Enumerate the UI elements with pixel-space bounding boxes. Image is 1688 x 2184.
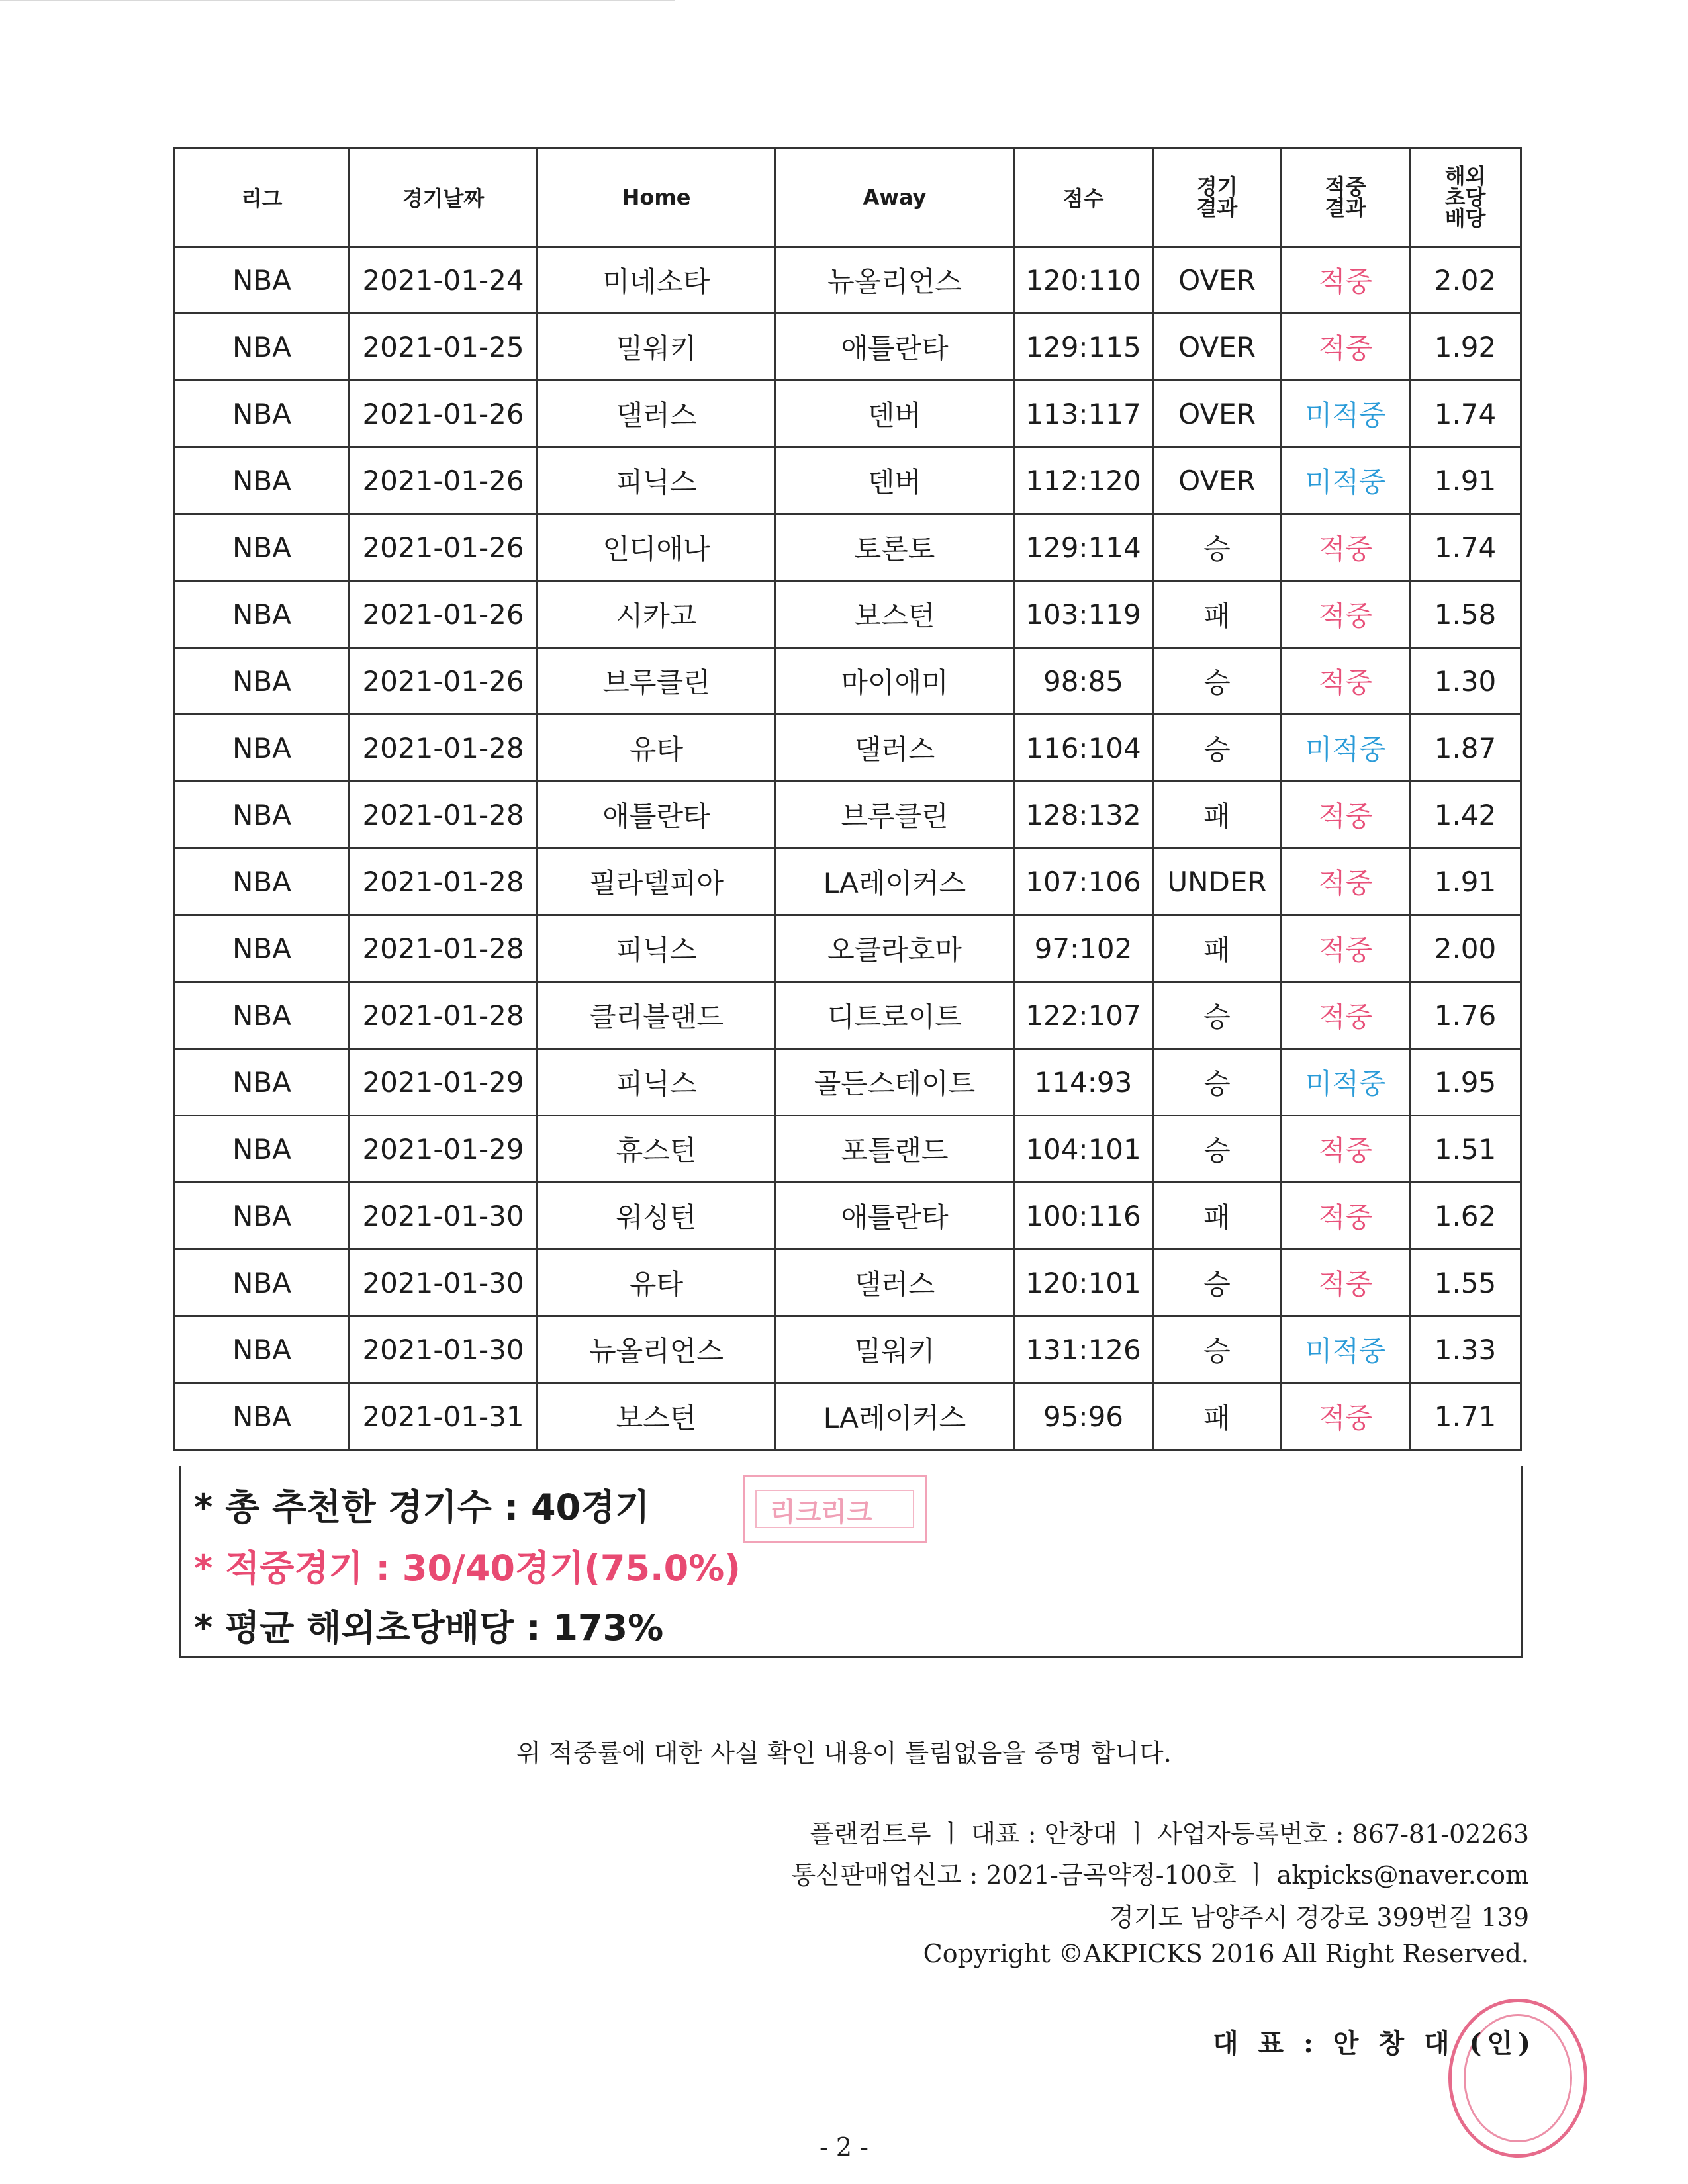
cell-odds: 1.30 [1410, 648, 1521, 715]
cell-away: 덴버 [776, 381, 1014, 447]
cell-home: 브루클린 [538, 648, 776, 715]
cell-score: 116:104 [1014, 715, 1153, 782]
cell-score: 129:115 [1014, 314, 1153, 381]
cell-date: 2021-01-26 [350, 581, 538, 648]
cell-away: 마이애미 [776, 648, 1014, 715]
table-row [175, 314, 1521, 381]
cell-result: OVER [1153, 447, 1282, 514]
cell-result: 승 [1153, 1049, 1282, 1116]
table-row [175, 648, 1521, 715]
cell-hit: 적중 [1282, 247, 1410, 314]
cell-result: 승 [1153, 648, 1282, 715]
cell-hit: 적중 [1282, 1383, 1410, 1450]
cell-league: NBA [175, 581, 350, 648]
cell-date: 2021-01-28 [350, 915, 538, 982]
header-score: 점수 [1014, 148, 1153, 247]
cell-score: 103:119 [1014, 581, 1153, 648]
cell-result: 승 [1153, 514, 1282, 581]
table-row [175, 447, 1521, 514]
cell-home: 유타 [538, 1250, 776, 1316]
cell-league: NBA [175, 381, 350, 447]
table-row [175, 1316, 1521, 1383]
cell-date: 2021-01-30 [350, 1316, 538, 1383]
header-odds: 해외 초당 배당 [1410, 148, 1521, 247]
cell-odds: 1.76 [1410, 982, 1521, 1049]
cell-away: 토론토 [776, 514, 1014, 581]
cell-home: 댈러스 [538, 381, 776, 447]
cell-result: 승 [1153, 1116, 1282, 1183]
cell-odds: 1.62 [1410, 1183, 1521, 1250]
table-body [175, 247, 1521, 1450]
cell-date: 2021-01-31 [350, 1383, 538, 1450]
cell-away: 밀워키 [776, 1316, 1014, 1383]
cell-result: 패 [1153, 1383, 1282, 1450]
cell-odds: 1.92 [1410, 314, 1521, 381]
cell-away: 디트로이트 [776, 982, 1014, 1049]
cell-score: 129:114 [1014, 514, 1153, 581]
cell-date: 2021-01-28 [350, 782, 538, 848]
table-row [175, 848, 1521, 915]
cell-league: NBA [175, 1183, 350, 1250]
cell-hit: 미적중 [1282, 1049, 1410, 1116]
cell-league: NBA [175, 514, 350, 581]
table-row [175, 514, 1521, 581]
cell-odds: 1.74 [1410, 514, 1521, 581]
scan-edge-line [0, 0, 675, 1]
table-row [175, 1383, 1521, 1450]
cell-hit: 적중 [1282, 1116, 1410, 1183]
cell-odds: 1.42 [1410, 782, 1521, 848]
cell-odds: 1.87 [1410, 715, 1521, 782]
cell-hit: 미적중 [1282, 447, 1410, 514]
cell-score: 100:116 [1014, 1183, 1153, 1250]
cell-odds: 1.71 [1410, 1383, 1521, 1450]
cell-odds: 1.91 [1410, 848, 1521, 915]
cell-date: 2021-01-26 [350, 514, 538, 581]
cell-date: 2021-01-30 [350, 1183, 538, 1250]
cell-away: 덴버 [776, 447, 1014, 514]
cell-score: 97:102 [1014, 915, 1153, 982]
cell-hit: 적중 [1282, 982, 1410, 1049]
table-row [175, 581, 1521, 648]
cell-result: 패 [1153, 915, 1282, 982]
cell-date: 2021-01-30 [350, 1250, 538, 1316]
cell-league: NBA [175, 1116, 350, 1183]
cell-hit: 적중 [1282, 1250, 1410, 1316]
cell-hit: 미적중 [1282, 1316, 1410, 1383]
cell-away: 댈러스 [776, 715, 1014, 782]
cell-home: 클리블랜드 [538, 982, 776, 1049]
cell-away: 애틀란타 [776, 314, 1014, 381]
cell-league: NBA [175, 648, 350, 715]
cell-date: 2021-01-25 [350, 314, 538, 381]
cell-result: UNDER [1153, 848, 1282, 915]
cell-hit: 적중 [1282, 514, 1410, 581]
cell-odds: 2.00 [1410, 915, 1521, 982]
cell-result: OVER [1153, 314, 1282, 381]
footer-copyright: Copyright ©AKPICKS 2016 All Right Reserved. [923, 1939, 1529, 1968]
cell-hit: 적중 [1282, 314, 1410, 381]
cell-score: 107:106 [1014, 848, 1153, 915]
cell-odds: 1.58 [1410, 581, 1521, 648]
cell-league: NBA [175, 1316, 350, 1383]
cell-result: 패 [1153, 782, 1282, 848]
header-home: Home [538, 148, 776, 247]
cell-score: 113:117 [1014, 381, 1153, 447]
cell-league: NBA [175, 447, 350, 514]
cell-away: LA레이커스 [776, 848, 1014, 915]
table-row [175, 1049, 1521, 1116]
table-row [175, 715, 1521, 782]
cell-home: 워싱턴 [538, 1183, 776, 1250]
cell-score: 120:101 [1014, 1250, 1153, 1316]
certification-text: 위 적중률에 대한 사실 확인 내용이 틀림없음을 증명 합니다. [516, 1739, 1172, 1768]
summary-avg-odds: * 평균 해외초당배당 : 173% [194, 1607, 664, 1649]
cell-date: 2021-01-29 [350, 1116, 538, 1183]
footer-company-info: 플랜컴트루 ㅣ 대표 : 안창대 ㅣ 사업자등록번호 : 867-81-02263 [809, 1819, 1529, 1848]
cell-home: 휴스턴 [538, 1116, 776, 1183]
cell-odds: 1.51 [1410, 1116, 1521, 1183]
cell-away: 댈러스 [776, 1250, 1014, 1316]
header-result: 경기 결과 [1153, 148, 1282, 247]
cell-score: 128:132 [1014, 782, 1153, 848]
stamp-text: 리크리크 [770, 1497, 872, 1527]
cell-result: 패 [1153, 1183, 1282, 1250]
table-row [175, 915, 1521, 982]
cell-home: 인디애나 [538, 514, 776, 581]
cell-league: NBA [175, 982, 350, 1049]
table-row [175, 247, 1521, 314]
cell-league: NBA [175, 1383, 350, 1450]
cell-date: 2021-01-28 [350, 715, 538, 782]
results-table [173, 147, 1522, 1451]
cell-away: 브루클린 [776, 782, 1014, 848]
table-row [175, 1183, 1521, 1250]
cell-result: 승 [1153, 715, 1282, 782]
cell-result: OVER [1153, 381, 1282, 447]
cell-date: 2021-01-24 [350, 247, 538, 314]
footer-registration: 통신판매업신고 : 2021-금곡약정-100호 ㅣ akpicks@naver.com [791, 1860, 1529, 1889]
cell-score: 98:85 [1014, 648, 1153, 715]
cell-result: OVER [1153, 247, 1282, 314]
cell-league: NBA [175, 314, 350, 381]
cell-result: 승 [1153, 1250, 1282, 1316]
cell-score: 114:93 [1014, 1049, 1153, 1116]
cell-home: 피닉스 [538, 915, 776, 982]
cell-hit: 적중 [1282, 648, 1410, 715]
cell-home: 뉴올리언스 [538, 1316, 776, 1383]
cell-home: 미네소타 [538, 247, 776, 314]
cell-score: 122:107 [1014, 982, 1153, 1049]
cell-home: 보스턴 [538, 1383, 776, 1450]
cell-hit: 적중 [1282, 581, 1410, 648]
cell-league: NBA [175, 247, 350, 314]
cell-home: 유타 [538, 715, 776, 782]
cell-odds: 1.55 [1410, 1250, 1521, 1316]
footer-address: 경기도 남양주시 경강로 399번길 139 [1109, 1903, 1529, 1932]
cell-home: 피닉스 [538, 1049, 776, 1116]
cell-hit: 미적중 [1282, 715, 1410, 782]
cell-league: NBA [175, 848, 350, 915]
table-row [175, 1116, 1521, 1183]
cell-odds: 1.74 [1410, 381, 1521, 447]
cell-home: 애틀란타 [538, 782, 776, 848]
table-row [175, 982, 1521, 1049]
cell-away: 뉴올리언스 [776, 247, 1014, 314]
summary-total: * 총 추천한 경기수 : 40경기 [194, 1486, 650, 1528]
cell-odds: 1.95 [1410, 1049, 1521, 1116]
cell-result: 승 [1153, 1316, 1282, 1383]
cell-hit: 적중 [1282, 915, 1410, 982]
cell-hit: 적중 [1282, 848, 1410, 915]
cell-hit: 미적중 [1282, 381, 1410, 447]
cell-score: 112:120 [1014, 447, 1153, 514]
cell-league: NBA [175, 782, 350, 848]
header-league: 리그 [175, 148, 350, 247]
cell-away: 포틀랜드 [776, 1116, 1014, 1183]
verification-stamp [743, 1475, 927, 1543]
cell-odds: 1.91 [1410, 447, 1521, 514]
cell-away: 애틀란타 [776, 1183, 1014, 1250]
cell-away: 골든스테이트 [776, 1049, 1014, 1116]
cell-result: 승 [1153, 982, 1282, 1049]
cell-hit: 적중 [1282, 1183, 1410, 1250]
cell-score: 120:110 [1014, 247, 1153, 314]
table-row [175, 782, 1521, 848]
cell-date: 2021-01-28 [350, 982, 538, 1049]
cell-score: 95:96 [1014, 1383, 1153, 1450]
cell-result: 패 [1153, 581, 1282, 648]
cell-home: 필라델피아 [538, 848, 776, 915]
cell-home: 시카고 [538, 581, 776, 648]
cell-score: 104:101 [1014, 1116, 1153, 1183]
header-date: 경기날짜 [350, 148, 538, 247]
cell-hit: 적중 [1282, 782, 1410, 848]
cell-league: NBA [175, 915, 350, 982]
cell-away: 오클라호마 [776, 915, 1014, 982]
cell-date: 2021-01-28 [350, 848, 538, 915]
cell-league: NBA [175, 1250, 350, 1316]
cell-odds: 1.33 [1410, 1316, 1521, 1383]
cell-away: 보스턴 [776, 581, 1014, 648]
cell-date: 2021-01-26 [350, 648, 538, 715]
page-number: - 2 - [819, 2132, 868, 2161]
cell-home: 밀워키 [538, 314, 776, 381]
table-row [175, 381, 1521, 447]
cell-league: NBA [175, 715, 350, 782]
cell-date: 2021-01-26 [350, 447, 538, 514]
table-header-row [175, 148, 1521, 247]
ceo-signature-line: 대 표 : 안 창 대 (인) [1212, 2028, 1536, 2059]
cell-date: 2021-01-26 [350, 381, 538, 447]
cell-date: 2021-01-29 [350, 1049, 538, 1116]
summary-hits: * 적중경기 : 30/40경기(75.0%) [194, 1547, 741, 1589]
cell-away: LA레이커스 [776, 1383, 1014, 1450]
table-row [175, 1250, 1521, 1316]
cell-odds: 2.02 [1410, 247, 1521, 314]
cell-home: 피닉스 [538, 447, 776, 514]
header-away: Away [776, 148, 1014, 247]
cell-league: NBA [175, 1049, 350, 1116]
cell-score: 131:126 [1014, 1316, 1153, 1383]
header-hit: 적중 결과 [1282, 148, 1410, 247]
